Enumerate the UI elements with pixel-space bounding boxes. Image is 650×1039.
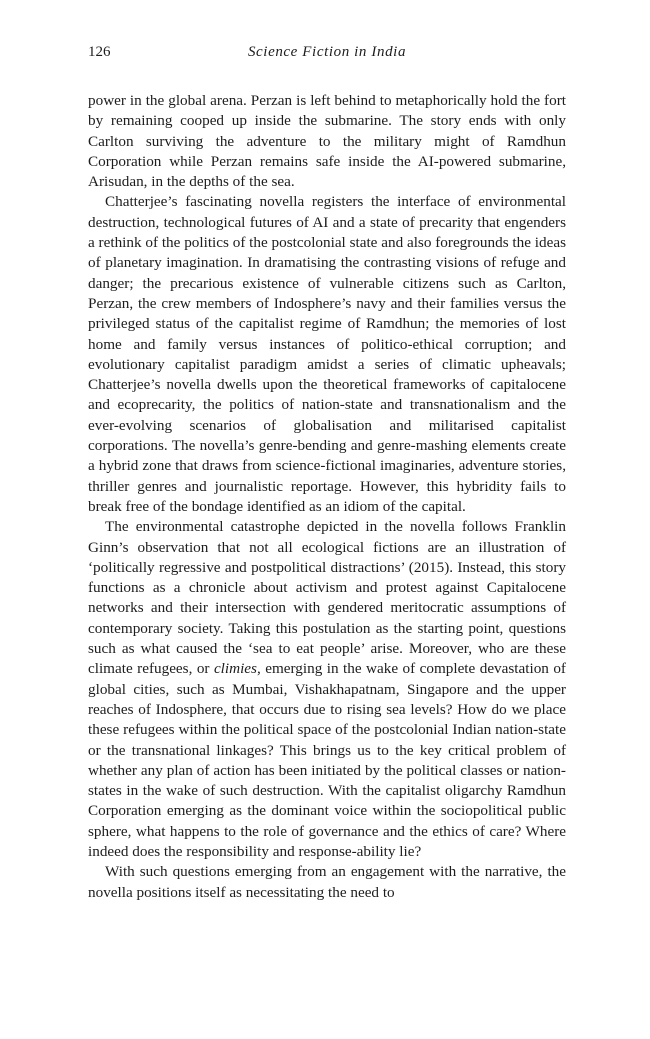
paragraph-questions: With such questions emerging from an engagement with the narrative, the novella positions itself as necessitating the need to <box>88 863 566 901</box>
paragraph-text-segment: The environmental catastrophe depicted in the novella follows Franklin Ginn’s observation that not all ecological fictions are an illustration of ‘politically regressive and postpolitical distractions’ (2015). Instead, this story functions as a chronicle about activism and protest against Capitalocene networks and their intersection with gendered meritocratic assumptions of contemporary society. Taking this postulation as the starting point, questions such as what caused the ‘sea to eat people’ arise. Moreover, who are these climate refugees, or <box>88 518 566 678</box>
running-title: Science Fiction in India <box>247 44 407 60</box>
paragraph-environmental-catastrophe <box>88 517 566 862</box>
paragraph-continued: power in the global arena. Perzan is left behind to metaphorically hold the fort by remaining cooped up inside the submarine. The story ends with only Carlton surviving the adventure to the military might of Ramdhun Corporation while Perzan remains safe inside the AI-powered submarine, Arisudan, in the depths of the sea. <box>88 92 566 191</box>
running-header <box>88 44 566 66</box>
paragraph-text-segment: , emerging in the wake of complete devastation of global cities, such as Mumbai, Vishakhapatnam, Singapore and the upper reaches of Indosphere, that occurs due to rising sea levels? How do we place these refugees within the political space of the postcolonial Indian nation-state or the transnational linkages? This brings us to the key critical problem of whether any plan of action has been initiated by the political classes or nation-states in the wake of such destruction. With the capitalist oligarchy Ramdhun Corporation emerging as the dominant voice within the sociopolitical public sphere, what happens to the role of governance and the ethics of care? Where indeed does the responsibility and response-ability lie? <box>88 660 566 860</box>
paragraph-novella-analysis: Chatterjee’s fascinating novella registers the interface of environmental destruction, technological futures of AI and a state of precarity that engenders a rethink of the politics of the postcolonial state and also foregrounds the ideas of planetary imagination. In dramatising the contrasting visions of refuge and danger; the precarious existence of vulnerable citizens such as Carlton, Perzan, the crew members of Indosphere’s navy and their families versus the privileged status of the capitalist regime of Ramdhun; the memories of lost home and family versus instances of politico-ethical corruption; and evolutionary capitalist paradigm amidst a series of climatic upheavals; Chatterjee’s novella dwells upon the theoretical frameworks of capitalocene and ecoprecarity, the politics of nation-state and transnationalism and the ever-evolving scenarios of globalisation and militarised capitalist corporations. The novella’s genre-bending and genre-mashing elements create a hybrid zone that draws from science-fictional imaginaries, adventure stories, thriller genres and journalistic reportage. However, this hybridity fails to break free of the bondage identified as an idiom of the capital. <box>88 193 566 515</box>
body-text <box>88 91 566 903</box>
italic-term-climies: climies <box>213 660 257 678</box>
page-number: 126 <box>88 44 111 60</box>
